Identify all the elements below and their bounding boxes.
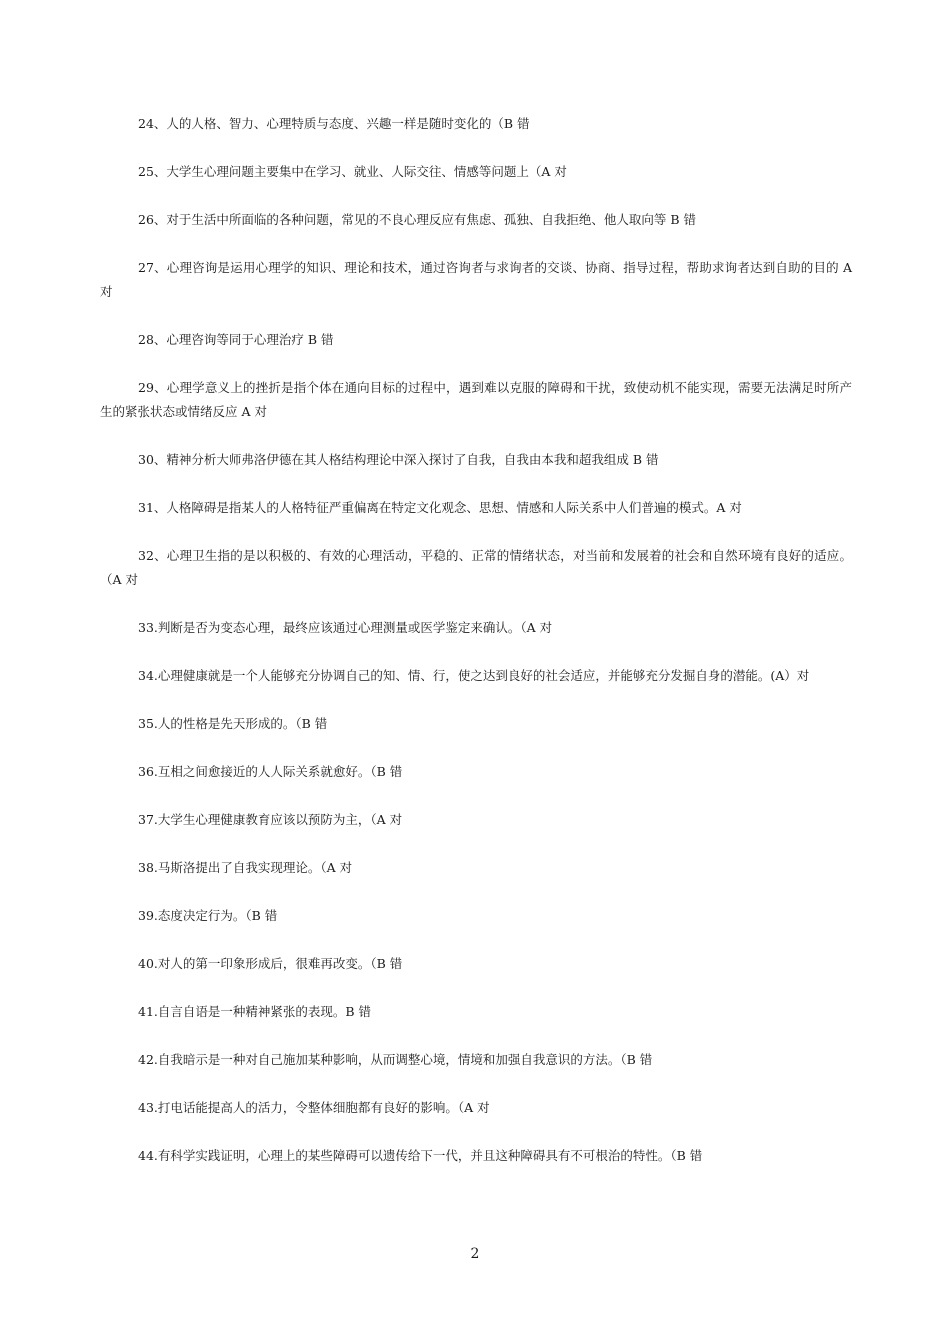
question-item: 34.心理健康就是一个人能够充分协调自己的知、情、行，使之达到良好的社会适应，并能够充分发掘自身的潜能。(A）对 bbox=[138, 668, 810, 683]
question-item: 27、心理咨询是运用心理学的知识、理论和技术，通过咨询者与求询者的交谈、协商、指导过程，帮助求询者达到自助的目的 A 对 bbox=[100, 260, 852, 299]
question-item: 28、心理咨询等同于心理治疗 B 错 bbox=[138, 332, 334, 347]
question-item: 39.态度决定行为。（B 错 bbox=[138, 908, 278, 923]
question-list bbox=[100, 112, 852, 1192]
question-item: 29、心理学意义上的挫折是指个体在通向目标的过程中，遇到难以克服的障碍和干扰，致使动机不能实现，需要无法满足时所产生的紧张状态或情绪反应 A 对 bbox=[100, 380, 852, 419]
question-item: 24、人的人格、智力、心理特质与态度、兴趣一样是随时变化的（B 错 bbox=[138, 116, 530, 131]
question-item: 31、人格障碍是指某人的人格特征严重偏离在特定文化观念、思想、情感和人际关系中人们普遍的模式。A 对 bbox=[138, 500, 742, 515]
question-item: 43.打电话能提高人的活力，令整体细胞都有良好的影响。（A 对 bbox=[138, 1100, 490, 1115]
question-item: 40.对人的第一印象形成后，很难再改变。（B 错 bbox=[138, 956, 403, 971]
question-item: 37.大学生心理健康教育应该以预防为主，（A 对 bbox=[138, 812, 403, 827]
page-number: 2 bbox=[470, 1246, 480, 1262]
question-item: 41.自言自语是一种精神紧张的表现。B 错 bbox=[138, 1004, 372, 1019]
question-item: 32、心理卫生指的是以积极的、有效的心理活动，平稳的、正常的情绪状态，对当前和发展着的社会和自然环境有良好的适应。（A 对 bbox=[100, 548, 852, 587]
question-item: 30、精神分析大师弗洛伊德在其人格结构理论中深入探讨了自我，自我由本我和超我组成 B 错 bbox=[138, 452, 659, 467]
question-item: 42.自我暗示是一种对自己施加某种影响，从而调整心境，情境和加强自我意识的方法。（B 错 bbox=[138, 1052, 653, 1067]
question-item: 44.有科学实践证明，心理上的某些障碍可以遗传给下一代，并且这种障碍具有不可根治的特性。（B 错 bbox=[138, 1148, 703, 1163]
question-item: 26、对于生活中所面临的各种问题，常见的不良心理反应有焦虑、孤独、自我拒绝、他人取向等 B 错 bbox=[138, 212, 697, 227]
question-item: 35.人的性格是先天形成的。（B 错 bbox=[138, 716, 328, 731]
question-item: 25、大学生心理问题主要集中在学习、就业、人际交往、情感等问题上（A 对 bbox=[138, 164, 567, 179]
question-item: 38.马斯洛提出了自我实现理论。（A 对 bbox=[138, 860, 353, 875]
question-item: 36.互相之间愈接近的人人际关系就愈好。（B 错 bbox=[138, 764, 403, 779]
question-item: 33.判断是否为变态心理，最终应该通过心理测量或医学鉴定来确认。（A 对 bbox=[138, 620, 553, 635]
